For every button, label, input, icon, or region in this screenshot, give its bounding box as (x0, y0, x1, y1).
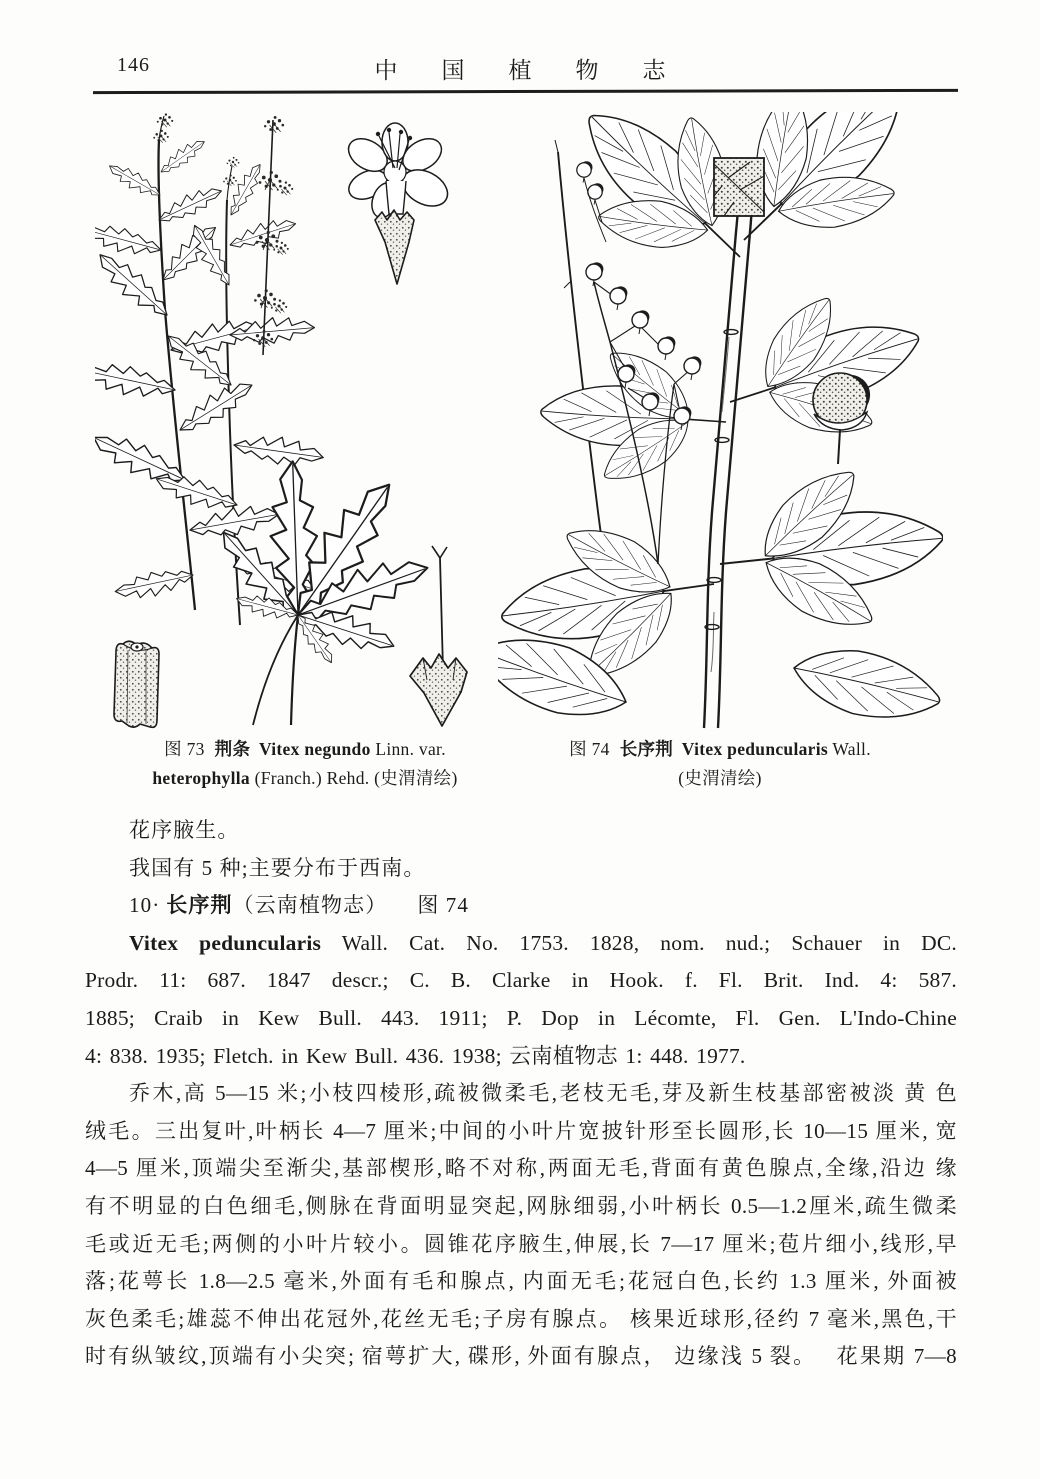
figure-73-variety: heterophylla (152, 768, 250, 788)
species-number: 10· (129, 893, 161, 918)
intro-line: 花序腋生。 (129, 818, 240, 842)
species-source: （云南植物志） (232, 893, 388, 918)
citation-line-4: 4: 838. 1935; Fletch. in Kew Bull. 436. 1938; 云南植物志 1: 448. 1977. (85, 1043, 746, 1068)
description-line-1: 乔木,高 5—15 米;小枝四棱形,疏被微柔毛,老枝无毛,芽及新生枝基部密被淡 黄 色 (129, 1081, 957, 1106)
citation-line-3: 1885; Craib in Kew Bull. 443. 1911; P. Dop in Lécomte, Fl. Gen. L'Indo-Chine (85, 1005, 957, 1030)
species-heading (85, 887, 957, 925)
figure-73-author: Linn. var. (375, 739, 446, 759)
description-line-2: 绒毛。三出复叶,叶柄长 4—7 厘米;中间的小叶片宽披针形至长圆形,长 10—15 厘米, 宽 (85, 1118, 957, 1143)
figure-73-latin-name: Vitex negundo (258, 739, 371, 759)
citation-line-1 (85, 925, 957, 963)
description-line-4: 有不明显的白色细毛,侧脉在背面明显突起,网脉细弱,小叶柄长 0.5—1.2厘米,疏生微柔 (85, 1193, 957, 1218)
citation-line-1-rest: Wall. Cat. No. 1753. 1828, nom. nud.; Schauer in DC. (321, 930, 958, 955)
figure-74-caption-line2 (520, 764, 920, 793)
figure-74-illustration (498, 112, 943, 730)
description-line-5: 毛或近无毛;两侧的小叶片较小。圆锥花序腋生,伸展,长 7—17 厘米;苞片细小,线形,早 (85, 1231, 957, 1256)
figure-73-variety-author: (Franch.) Rehd. (254, 768, 370, 788)
species-figure-ref: 图 74 (417, 893, 469, 918)
header-rule (93, 89, 958, 94)
stem-section-detail (114, 641, 159, 727)
body-text (85, 812, 957, 1376)
figure-73-cn-name: 荆条 (214, 739, 251, 759)
journal-title: 中国植物志 (374, 58, 710, 83)
citation-line-2: Prodr. 11: 687. 1847 descr.; C. B. Clarke in Hook. f. Fl. Brit. Ind. 4: 587. (85, 968, 957, 993)
description-line-3: 4—5 厘米,顶端尖至渐尖,基部楔形,略不对称,两面无毛,背面有黄色腺点,全缘,沿边 缘 (85, 1156, 957, 1181)
citation-species-name: Vitex peduncularis (129, 930, 322, 955)
species-cn-name: 长序荆 (166, 893, 233, 918)
figure-74-artist: (史渭清绘) (678, 768, 762, 788)
compound-leaf (210, 461, 434, 725)
main-stem (704, 164, 754, 728)
fruit-detail (813, 373, 870, 464)
figure-74-latin-name: Vitex peduncularis (681, 739, 829, 759)
corolla-detail (343, 123, 454, 284)
distribution-line: 我国有 5 种;主要分布于西南。 (129, 855, 426, 880)
figure-74-caption-line1 (520, 735, 920, 764)
figure-74-author: Wall. (832, 739, 871, 759)
figure-73-caption-line2 (105, 764, 505, 793)
description-line-6: 落;花萼长 1.8—2.5 毫米,外面有毛和腺点, 内面无毛;花冠白色,长约 1.3 厘米, 外面被 (85, 1269, 957, 1294)
figure-74-cn-name: 长序荆 (619, 739, 674, 759)
leaf-surface-detail (714, 158, 764, 216)
figure-74-label: 图 74 (569, 739, 610, 759)
description-line-7: 灰色柔毛;雄蕊不伸出花冠外,花丝无毛;子房有腺点。 核果近球形,径约 7 毫米,黑色,干 (85, 1306, 958, 1331)
figure-73-illustration (95, 110, 495, 730)
figure-73-caption (105, 735, 505, 793)
figure-74-caption (520, 735, 920, 793)
description-line-8: 时有纵皱纹,顶端有小尖突; 宿萼扩大, 碟形, 外面有腺点， 边缘浅 5 裂。 花果期 7—8 (85, 1344, 957, 1369)
page-number: 146 (117, 54, 150, 76)
figure-73-label: 图 73 (164, 739, 205, 759)
figure-73-artist: (史渭清绘) (374, 768, 458, 788)
figure-73-caption-line1 (105, 735, 505, 764)
